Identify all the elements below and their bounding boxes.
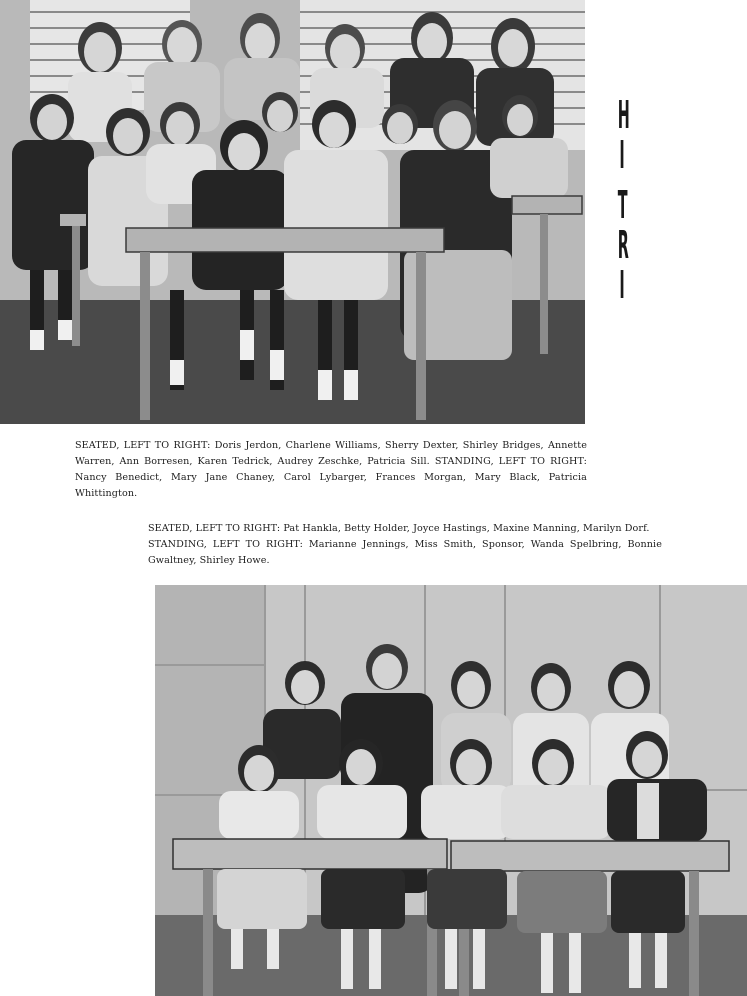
standing-names: Nancy Benedict, Mary Jane Chaney, Carol Lybarger, Frances Morgan, Mary Black, Patricia Whittington. — [75, 472, 587, 499]
group-photo-bottom — [155, 585, 747, 996]
caption-top — [75, 438, 587, 502]
seated-label: SEATED, LEFT TO RIGHT: — [75, 440, 211, 451]
caption-bottom — [148, 521, 662, 569]
heading-letter: I — [619, 263, 625, 307]
seated-label: SEATED, LEFT TO RIGHT: — [148, 523, 281, 534]
seated-names: Doris Jerdon, Charlene Williams, Sherry Dexter, Shirley Bridges, Annette Warren, Ann Borresen, Karen Tedrick, Audrey Zeschke, Patricia Sill. — [75, 440, 587, 467]
group-photo-icon — [155, 585, 747, 996]
section-heading — [612, 95, 632, 305]
standing-label: STANDING, LEFT TO RIGHT: — [148, 539, 303, 550]
group-photo-top — [0, 0, 585, 424]
group-photo-icon — [0, 0, 585, 424]
heading-letter: H — [617, 93, 630, 137]
heading-letter: R — [617, 223, 629, 267]
heading-letter: T — [617, 183, 628, 227]
standing-label: STANDING, LEFT TO RIGHT: — [434, 456, 587, 467]
standing-names: Marianne Jennings, Miss Smith, Sponsor, Wanda Spelbring, Bonnie Gwaltney, Shirley Howe. — [148, 539, 663, 566]
seated-names: Pat Hankla, Betty Holder, Joyce Hastings, Maxine Manning, Marilyn Dorf. — [283, 523, 650, 534]
heading-letter: I — [619, 133, 625, 177]
